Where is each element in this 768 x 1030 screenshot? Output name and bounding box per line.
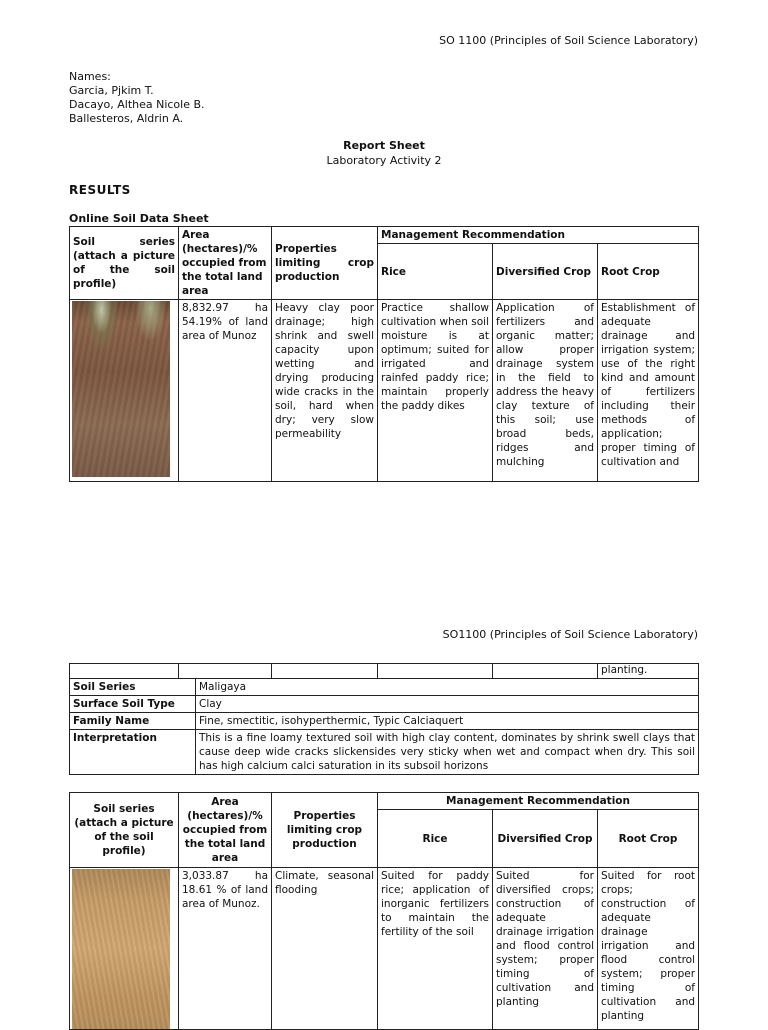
results-heading: RESULTS <box>69 183 131 197</box>
root-crop-cell: Suited for root crops; construction of adequate drainage irrigation and flood control system; proper timing of cultivation and planting <box>598 868 699 1030</box>
header-management: Management Recommendation <box>378 227 699 244</box>
info-value: Clay <box>196 696 699 713</box>
header-rice: Rice <box>378 810 493 868</box>
area-cell: 8,832.97 ha 54.19% of land area of Munoz <box>179 300 272 482</box>
student-name: Ballesteros, Aldrin A. <box>69 112 184 125</box>
info-label: Interpretation <box>70 730 196 775</box>
header-area: Area (hectares)/% occupied from the total land area <box>179 793 272 868</box>
root-crop-cell: Establishment of adequate drainage and irrigation system; use of the right kind and amount of fertilizers including their methods of application; proper timing of cultivation and <box>598 300 699 482</box>
soil-profile-image <box>72 301 170 477</box>
course-header-2: SO1100 (Principles of Soil Science Laboratory) <box>442 628 698 641</box>
empty-cell <box>70 664 179 679</box>
course-header: SO 1100 (Principles of Soil Science Laboratory) <box>439 34 698 47</box>
header-properties: Properties limiting crop production <box>272 793 378 868</box>
header-diversified-crop: Diversified Crop <box>493 810 598 868</box>
student-name: Dacayo, Althea Nicole B. <box>69 98 205 111</box>
info-label: Surface Soil Type <box>70 696 196 713</box>
header-rice: Rice <box>378 244 493 300</box>
report-title: Report Sheet <box>343 139 425 152</box>
properties-cell: Climate, seasonal flooding <box>272 868 378 1030</box>
soil-profile-cell <box>70 868 179 1030</box>
info-label: Family Name <box>70 713 196 730</box>
diversified-crop-cell: Application of fertilizers and organic matter; allow proper drainage system in the field to address the heavy clay texture of this soil; use broad beds, ridges and mulching <box>493 300 598 482</box>
soil-info-table <box>69 678 699 775</box>
diversified-crop-cell: Suited for diversified crops; construction of adequate drainage irrigation and flood control system; proper timing of cultivation and planting <box>493 868 598 1030</box>
empty-cell <box>179 664 272 679</box>
header-soil-series: Soil series (attach a picture of the soil profile) <box>70 227 179 300</box>
header-root-crop: Root Crop <box>598 810 699 868</box>
header-management: Management Recommendation <box>378 793 699 810</box>
rice-cell: Practice shallow cultivation when soil moisture is at optimum; suited for irrigated and rainfed paddy rice; maintain properly the paddy dikes <box>378 300 493 482</box>
header-soil-series: Soil series (attach a picture of the soil profile) <box>70 793 179 868</box>
properties-cell: Heavy clay poor drainage; high shrink and swell capacity upon wetting and drying producing wide cracks in the soil, hard when dry; very slow permeability <box>272 300 378 482</box>
soil-data-table-2 <box>69 792 699 1030</box>
info-value: This is a fine loamy textured soil with high clay content, dominates by shrink swell clays that cause deep wide cracks slickensides very sticky when wet and compact when dry. This soil has high calcium calci saturation in its subsoil horizons <box>196 730 699 775</box>
student-name: Garcia, Pjkim T. <box>69 84 154 97</box>
empty-cell <box>378 664 493 679</box>
continued-text: planting. <box>598 664 699 679</box>
header-area: Area (hectares)/% occupied from the total land area <box>179 227 272 300</box>
header-properties: Properties limiting crop production <box>272 227 378 300</box>
names-label: Names: <box>69 70 111 83</box>
rice-cell: Suited for paddy rice; application of inorganic fertilizers to maintain the fertility of the soil <box>378 868 493 1030</box>
sheet-title: Online Soil Data Sheet <box>69 212 209 225</box>
soil-data-table-1 <box>69 226 699 482</box>
area-cell: 3,033.87 ha 18.61 % of land area of Munoz. <box>179 868 272 1030</box>
info-value: Fine, smectitic, isohyperthermic, Typic Calciaquert <box>196 713 699 730</box>
empty-cell <box>493 664 598 679</box>
info-label: Soil Series <box>70 679 196 696</box>
continued-row-table <box>69 663 699 679</box>
activity-subtitle: Laboratory Activity 2 <box>326 154 442 167</box>
names-block <box>69 70 205 126</box>
soil-profile-image <box>72 869 170 1029</box>
info-value: Maligaya <box>196 679 699 696</box>
empty-cell <box>272 664 378 679</box>
header-diversified-crop: Diversified Crop <box>493 244 598 300</box>
soil-profile-cell <box>70 300 179 482</box>
header-root-crop: Root Crop <box>598 244 699 300</box>
